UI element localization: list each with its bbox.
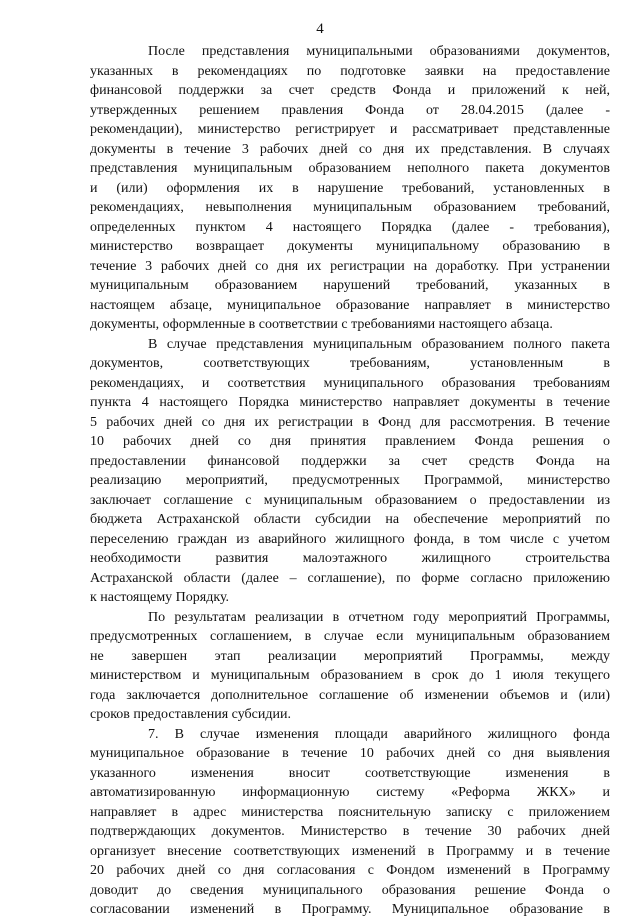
text-line: бюджета Астраханской области субсидии на обеспечение мероприятий по [90,512,610,527]
text-line: По результатам реализации в отчетном году мероприятий Программы, [148,609,610,625]
text-line: муниципальным образованием нарушений требований, указанных в [90,278,610,293]
text-line: и (или) оформления их в нарушение требований, установленных в [90,180,610,196]
text-line: подтверждающих документов. Министерство в течение 30 рабочих дней [90,824,610,839]
text-line: 10 рабочих дней со дня принятия правлением Фонда решения о [90,434,610,449]
text-line: согласовании изменений в Программу. Муниципальное образование в [90,902,610,917]
text-line: 20 рабочих дней со дня согласования с Фондом изменений в Программу [90,863,610,878]
paragraph [90,42,610,335]
text-line: реализацию мероприятий, предусмотренных Программой, министерство [90,473,610,488]
paragraph [90,335,610,608]
text-line: рекомендациях, и соответствия муниципального образования требованиям [90,375,610,391]
text-line: организует внесение соответствующих изменений в Программу и в течение [90,843,610,859]
text-line: После представления муниципальными образованиями документов, [148,44,610,59]
text-line: заключает соглашение с муниципальным образованием о предоставлении из [90,492,610,508]
paragraph [90,725,610,920]
text-line: не завершен этап реализации мероприятий Программы, между [90,648,610,664]
text-line: к настоящему Порядку. [90,590,230,605]
text-line: определенных пунктом 4 настоящего Порядка (далее - требования), [90,219,610,235]
text-line: указанных в рекомендациях по подготовке заявки на предоставление [90,63,610,79]
text-line: пункта 4 настоящего Порядка министерство направляет документы в течение [90,395,610,410]
text-line: рекомендациях, невыполнения муниципальным образованием требований, [90,200,610,215]
page-number: 4 [316,21,324,37]
text-line: настоящем абзаце, муниципальное образование направляет в министерство [90,297,610,313]
text-line: документы в течение 3 рабочих дней со дня их представления. В случаях [90,141,610,157]
text-line: Астраханской области (далее – соглашение), по форме согласно приложению [90,570,610,586]
text-line: переселению граждан из аварийного жилищного фонда, в том числе с учетом [90,531,610,547]
text-line: В случае представления муниципальным образованием полного пакета [148,336,610,352]
text-line: 7. В случае изменения площади аварийного жилищного фонда [148,726,610,742]
text-line: документов, соответствующих требованиям, установленным в [90,356,610,371]
text-line: рекомендации), министерство регистрирует и рассматривает представленные [90,122,610,137]
text-line: министерство возвращает документы муниципальному образованию в [90,239,610,254]
text-line: сроков предоставления субсидии. [90,707,291,722]
text-line: 5 рабочих дней со дня их регистрации в Фонд для рассмотрения. В течение [90,414,610,430]
text-line: необходимости развития малоэтажного жилищного строительства [90,551,610,566]
text-line: финансовой поддержки за счет средств Фонда и приложений к ней, [90,83,610,98]
text-line: направляет в адрес министерства пояснительную записку с приложением [90,804,610,820]
document-body [90,42,610,920]
text-line: указанного изменения вносит соответствующие изменения в [90,765,610,781]
text-line: предоставлении финансовой поддержки за счет средств Фонда на [90,453,610,469]
text-line: года заключается дополнительное соглашение об изменении объемов и (или) [90,687,610,703]
text-line: доводит до сведения муниципального образования решение Фонда о [90,882,610,898]
text-line: представления муниципальным образованием неполного пакета документов [90,161,610,176]
text-line: автоматизированную информационную систему «Реформа ЖКХ» и [90,785,610,800]
text-line: предусмотренных соглашением, в случае если муниципальным образованием [90,629,610,644]
text-line: течение 3 рабочих дней со дня их регистрации на доработку. При устранении [90,258,610,274]
text-line: муниципальное образование в течение 10 рабочих дней со дня выявления [90,746,610,761]
text-line: утвержденных решением правления Фонда от 28.04.2015 (далее - [90,102,610,118]
paragraph [90,608,610,725]
text-line: документы, оформленные в соответствии с требованиями настоящего абзаца. [90,317,553,332]
text-line: министерством и муниципальным образованием в срок до 1 июля текущего [90,668,610,683]
